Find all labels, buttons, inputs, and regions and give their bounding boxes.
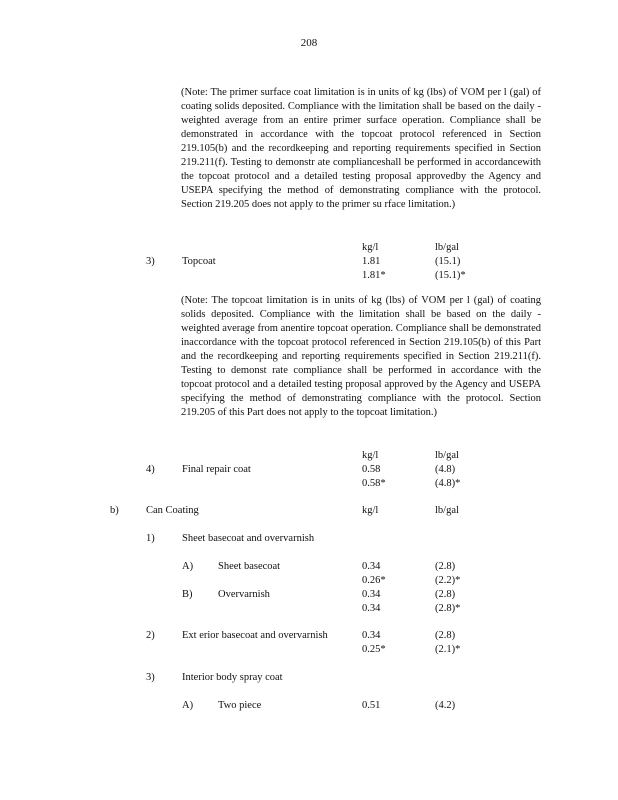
primer-surface-note-text: (Note: The primer surface coat limitation is in units of kg (lbs) of VOM per l (gal) of coating solids deposited. Compliance with the limitation shall be based on the daily -weighted average from an entire primer surface operation. Compliance shall be demonstrated in accordance with the topcoat protocol referenced in Section 219.105(b) and the recordkeeping and reporting requirements specified in Section 219.211(f). Testing to demonstr ate complianceshall be performed in accordancewith the topcoat protocol and a detailed testing proposal approvedby the Agency and USEPA specifying the method of demonstrating compliance with the protocol. Section 219.205 does not apply to the primer su rface limitation.)	[181, 87, 541, 210]
value-metric: 1.81*	[362, 270, 386, 281]
value-metric: 0.58	[362, 464, 381, 475]
item-label: Topcoat	[182, 256, 216, 267]
value-english: (4.8)	[435, 464, 456, 475]
value-english: (2.1)*	[435, 644, 461, 655]
topcoat-note-text: (Note: The topcoat limitation is in units of kg (lbs) of VOM per l (gal) of coating solids deposited. Compliance with the limitation shall be based on the daily -weighted average from anentire topcoat operation. Compliance shall be demonstrated inaccordance with the topcoat protocol referenced in Section 219.105(b) of this Part and the recordkeeping and reporting requirements specified in Section 219.211(f). Testing to demonst rate compliance shall be performed in accordance with the topcoat protocol and a detailed testing proposal approved by the Agency and USEPA specifying the method of demonstrating compliance with the protocol. Section 219.205 of this Part does not apply to the topcoat limitation.)	[181, 295, 541, 418]
unit-header-english: lb/gal	[435, 242, 459, 253]
value-english: (2.8)	[435, 561, 456, 572]
subitem-letter: A)	[182, 700, 194, 711]
unit-header-metric: kg/l	[362, 450, 379, 461]
subitem-label: Sheet basecoat	[218, 561, 281, 572]
value-english: (4.8)*	[435, 478, 461, 489]
unit-header-english: lb/gal	[435, 450, 459, 461]
value-metric: 0.34	[362, 603, 381, 614]
primer-surface-note	[181, 86, 541, 212]
value-metric: 0.34	[362, 561, 381, 572]
subsection-letter: b)	[110, 505, 119, 516]
value-metric: 1.81	[362, 256, 381, 267]
page-number: 208	[300, 37, 318, 49]
item-label: Ext erior basecoat and overvarnish	[182, 630, 328, 641]
unit-header-english: lb/gal	[435, 505, 459, 516]
value-metric: 0.25*	[362, 644, 386, 655]
item-number: 4)	[146, 464, 155, 475]
topcoat-note	[181, 294, 541, 420]
value-english: (15.1)	[435, 256, 461, 267]
value-english: (15.1)*	[435, 270, 466, 281]
value-english: (2.8)	[435, 589, 456, 600]
item-label: Final repair coat	[182, 464, 251, 475]
unit-header-metric: kg/l	[362, 505, 379, 516]
value-english: (4.2)	[435, 700, 456, 711]
value-english: (2.8)	[435, 630, 456, 641]
item-number: 2)	[146, 630, 155, 641]
value-metric: 0.58*	[362, 478, 386, 489]
value-english: (2.2)*	[435, 575, 461, 586]
item-number: 3)	[146, 672, 155, 683]
subitem-letter: B)	[182, 589, 193, 600]
value-english: (2.8)*	[435, 603, 461, 614]
item-label: Sheet basecoat and overvarnish	[182, 533, 315, 544]
value-metric: 0.26*	[362, 575, 386, 586]
item-number: 1)	[146, 533, 155, 544]
subitem-letter: A)	[182, 561, 194, 572]
subsection-label: Can Coating	[146, 505, 199, 516]
value-metric: 0.51	[362, 700, 381, 711]
value-metric: 0.34	[362, 589, 381, 600]
item-number: 3)	[146, 256, 155, 267]
subitem-label: Overvarnish	[218, 589, 270, 600]
subitem-label: Two piece	[218, 700, 262, 711]
value-metric: 0.34	[362, 630, 381, 641]
unit-header-metric: kg/l	[362, 242, 379, 253]
item-label: Interior body spray coat	[182, 672, 283, 683]
